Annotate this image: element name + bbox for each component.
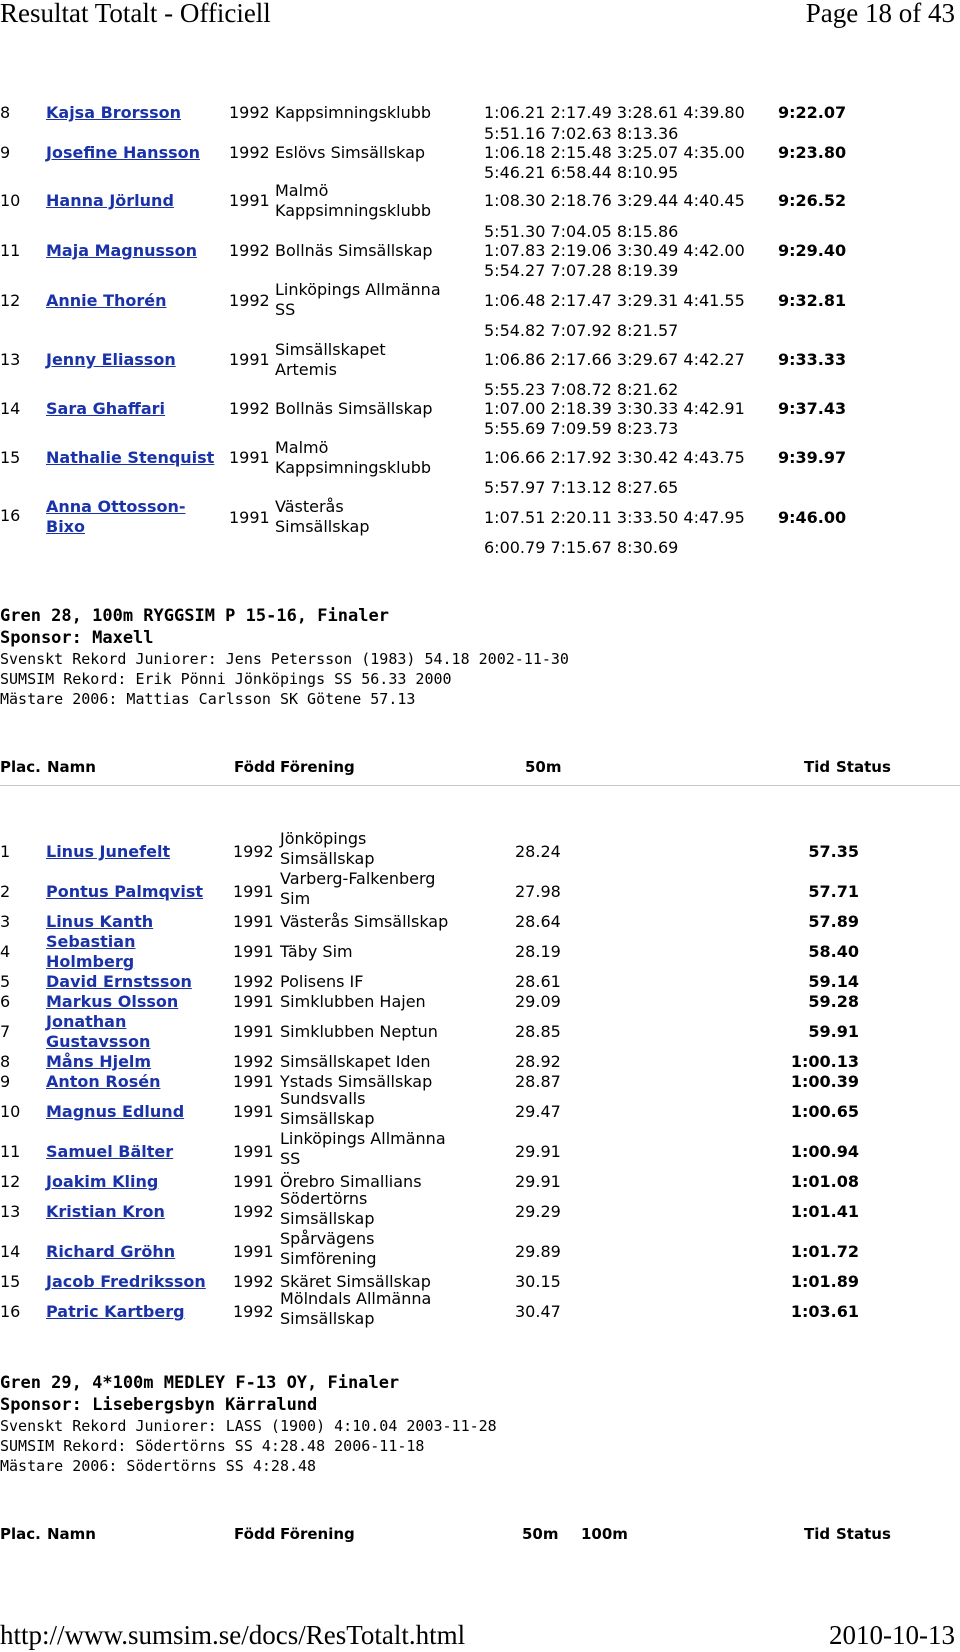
split-cell: 28.85 bbox=[515, 1022, 561, 1041]
col-header-tid: Tid bbox=[804, 758, 831, 776]
split-cell: 29.89 bbox=[515, 1242, 561, 1261]
club-cell: Simsällskap bbox=[280, 1309, 375, 1328]
final-time: 1:01.08 bbox=[790, 1172, 859, 1191]
swimmer-link[interactable]: David Ernstsson bbox=[46, 972, 192, 991]
final-time: 9:29.40 bbox=[778, 241, 847, 260]
swimmer-link[interactable]: Bixo bbox=[46, 517, 85, 536]
final-time: 59.91 bbox=[808, 1022, 859, 1041]
splits-cell: 1:06.18 2:15.48 3:25.07 4:35.00 bbox=[484, 143, 745, 162]
club-cell: Jönköpings bbox=[280, 829, 367, 848]
col-header-plac: Plac. bbox=[0, 1525, 41, 1543]
club-cell: Södertörns bbox=[280, 1189, 368, 1208]
split-cell: 28.87 bbox=[515, 1072, 561, 1091]
year-cell: 1991 bbox=[233, 1022, 274, 1041]
record-line: SUMSIM Rekord: Erik Pönni Jönköpings SS 56.33 2000 bbox=[0, 670, 452, 688]
splits-cell: 5:46.21 6:58.44 8:10.95 bbox=[484, 163, 679, 182]
year-cell: 1992 bbox=[229, 143, 270, 162]
year-cell: 1991 bbox=[233, 942, 274, 961]
club-cell: Simsällskapet bbox=[275, 340, 386, 359]
event-sponsor: Sponsor: Lisebergsbyn Kärralund bbox=[0, 1395, 318, 1415]
split-cell: 27.98 bbox=[515, 882, 561, 901]
event-title: Gren 29, 4*100m MEDLEY F-13 OY, Finaler bbox=[0, 1373, 400, 1393]
final-time: 1:00.65 bbox=[790, 1102, 859, 1121]
col-header-tid: Tid bbox=[804, 1525, 831, 1543]
club-cell: Simsällskap bbox=[280, 1209, 375, 1228]
swimmer-link[interactable]: Pontus Palmqvist bbox=[46, 882, 204, 901]
page-number: Page 18 of 43 bbox=[805, 0, 955, 28]
split-cell: 29.91 bbox=[515, 1142, 561, 1161]
club-cell: SS bbox=[275, 300, 296, 319]
club-cell: Sim bbox=[280, 889, 311, 908]
final-time: 1:01.89 bbox=[790, 1272, 859, 1291]
swimmer-link[interactable]: Måns Hjelm bbox=[46, 1052, 152, 1071]
final-time: 9:23.80 bbox=[778, 143, 847, 162]
final-time: 9:37.43 bbox=[778, 399, 847, 418]
club-cell: Kappsimningsklubb bbox=[275, 201, 432, 220]
print-date: 2010-10-13 bbox=[829, 1620, 955, 1650]
record-line: Mästare 2006: Mattias Carlsson SK Götene 57.13 bbox=[0, 690, 416, 708]
place-cell: 3 bbox=[0, 912, 11, 931]
year-cell: 1991 bbox=[233, 1172, 274, 1191]
club-cell: Sundsvalls bbox=[280, 1089, 366, 1108]
club-cell: Simklubben Hajen bbox=[280, 992, 426, 1011]
swimmer-link[interactable]: Jenny Eliasson bbox=[46, 350, 176, 369]
swimmer-link[interactable]: Magnus Edlund bbox=[46, 1102, 185, 1121]
club-cell: Linköpings Allmänna bbox=[280, 1129, 446, 1148]
club-cell: Polisens IF bbox=[280, 972, 364, 991]
col-header-50m: 50m bbox=[522, 1525, 559, 1543]
record-line: Mästare 2006: Södertörns SS 4:28.48 bbox=[0, 1457, 317, 1475]
place-cell: 10 bbox=[0, 191, 21, 210]
col-header-forening: Förening bbox=[280, 758, 355, 776]
splits-cell: 1:06.21 2:17.49 3:28.61 4:39.80 bbox=[484, 103, 745, 122]
final-time: 1:00.94 bbox=[790, 1142, 859, 1161]
col-header-100m: 100m bbox=[581, 1525, 628, 1543]
swimmer-link[interactable]: Richard Gröhn bbox=[46, 1242, 176, 1261]
club-cell: Bollnäs Simsällskap bbox=[275, 241, 433, 260]
col-header-status: Status bbox=[836, 1525, 891, 1543]
place-cell: 15 bbox=[0, 1272, 21, 1291]
place-cell: 5 bbox=[0, 972, 11, 991]
record-line: SUMSIM Rekord: Södertörns SS 4:28.48 2006-11-18 bbox=[0, 1437, 425, 1455]
swimmer-link[interactable]: Patric Kartberg bbox=[46, 1302, 185, 1321]
year-cell: 1992 bbox=[233, 972, 274, 991]
place-cell: 7 bbox=[0, 1022, 11, 1041]
place-cell: 12 bbox=[0, 291, 21, 310]
club-cell: Örebro Simallians bbox=[280, 1172, 422, 1191]
record-line: Svenskt Rekord Juniorer: LASS (1900) 4:10.04 2003-11-28 bbox=[0, 1417, 497, 1435]
club-cell: Ystads Simsällskap bbox=[280, 1072, 433, 1091]
col-header-namn: Namn bbox=[47, 758, 96, 776]
header-divider bbox=[0, 785, 960, 786]
club-cell: Artemis bbox=[275, 360, 338, 379]
splits-cell: 6:00.79 7:15.67 8:30.69 bbox=[484, 538, 679, 557]
swimmer-link[interactable]: Anton Rosén bbox=[46, 1072, 161, 1091]
split-cell: 29.09 bbox=[515, 992, 561, 1011]
swimmer-link[interactable]: Joakim Kling bbox=[46, 1172, 159, 1191]
splits-cell: 5:54.27 7:07.28 8:19.39 bbox=[484, 261, 679, 280]
club-cell: Simsällskap bbox=[280, 849, 375, 868]
year-cell: 1991 bbox=[233, 1072, 274, 1091]
col-header-status: Status bbox=[836, 758, 891, 776]
club-cell: Eslövs Simsällskap bbox=[275, 143, 426, 162]
splits-cell: 1:06.86 2:17.66 3:29.67 4:42.27 bbox=[484, 350, 745, 369]
swimmer-link[interactable]: Gustavsson bbox=[46, 1032, 151, 1051]
place-cell: 9 bbox=[0, 143, 11, 162]
year-cell: 1991 bbox=[233, 882, 274, 901]
place-cell: 6 bbox=[0, 992, 11, 1011]
splits-cell: 5:57.97 7:13.12 8:27.65 bbox=[484, 478, 679, 497]
split-cell: 29.29 bbox=[515, 1202, 561, 1221]
splits-cell: 1:08.30 2:18.76 3:29.44 4:40.45 bbox=[484, 191, 745, 210]
final-time: 59.28 bbox=[808, 992, 859, 1011]
splits-cell: 5:51.30 7:04.05 8:15.86 bbox=[484, 222, 679, 241]
swimmer-link[interactable]: Markus Olsson bbox=[46, 992, 179, 1011]
club-cell: Mölndals Allmänna bbox=[280, 1289, 432, 1308]
year-cell: 1991 bbox=[233, 1142, 274, 1161]
year-cell: 1991 bbox=[233, 1242, 274, 1261]
year-cell: 1992 bbox=[229, 291, 270, 310]
swimmer-link[interactable]: Jonathan bbox=[46, 1012, 127, 1031]
col-header-plac: Plac. bbox=[0, 758, 41, 776]
place-cell: 12 bbox=[0, 1172, 21, 1191]
year-cell: 1991 bbox=[229, 508, 270, 527]
col-header-namn: Namn bbox=[47, 1525, 96, 1543]
swimmer-link[interactable]: Hanna Jörlund bbox=[46, 191, 174, 210]
year-cell: 1992 bbox=[233, 842, 274, 861]
club-cell: Skäret Simsällskap bbox=[280, 1272, 431, 1291]
final-time: 57.35 bbox=[808, 842, 859, 861]
splits-cell: 1:07.83 2:19.06 3:30.49 4:42.00 bbox=[484, 241, 745, 260]
place-cell: 15 bbox=[0, 448, 21, 467]
year-cell: 1991 bbox=[233, 912, 274, 931]
club-cell: Varberg-Falkenberg bbox=[280, 869, 436, 888]
place-cell: 10 bbox=[0, 1102, 21, 1121]
split-cell: 28.64 bbox=[515, 912, 561, 931]
final-time: 59.14 bbox=[808, 972, 859, 991]
record-line: Svenskt Rekord Juniorer: Jens Petersson (1983) 54.18 2002-11-30 bbox=[0, 650, 569, 668]
club-cell: Simförening bbox=[280, 1249, 377, 1268]
year-cell: 1992 bbox=[229, 399, 270, 418]
final-time: 1:00.13 bbox=[790, 1052, 859, 1071]
final-time: 9:22.07 bbox=[778, 103, 847, 122]
place-cell: 13 bbox=[0, 1202, 21, 1221]
place-cell: 16 bbox=[0, 1302, 21, 1321]
final-time: 9:39.97 bbox=[778, 448, 847, 467]
swimmer-link[interactable]: Nathalie Stenquist bbox=[46, 448, 215, 467]
place-cell: 2 bbox=[0, 882, 11, 901]
swimmer-link[interactable]: Holmberg bbox=[46, 952, 135, 971]
source-url: http://www.sumsim.se/docs/ResTotalt.html bbox=[0, 1620, 466, 1650]
year-cell: 1992 bbox=[233, 1302, 274, 1321]
final-time: 9:46.00 bbox=[778, 508, 847, 527]
splits-cell: 1:07.00 2:18.39 3:30.33 4:42.91 bbox=[484, 399, 745, 418]
place-cell: 16 bbox=[0, 506, 21, 525]
final-time: 58.40 bbox=[808, 942, 859, 961]
final-time: 9:33.33 bbox=[778, 350, 847, 369]
club-cell: SS bbox=[280, 1149, 301, 1168]
place-cell: 8 bbox=[0, 1052, 11, 1071]
splits-cell: 1:06.48 2:17.47 3:29.31 4:41.55 bbox=[484, 291, 745, 310]
year-cell: 1992 bbox=[233, 1272, 274, 1291]
place-cell: 9 bbox=[0, 1072, 11, 1091]
club-cell: Täby Sim bbox=[280, 942, 353, 961]
swimmer-link[interactable]: Sebastian bbox=[46, 932, 136, 951]
splits-cell: 5:55.23 7:08.72 8:21.62 bbox=[484, 380, 679, 399]
year-cell: 1991 bbox=[229, 350, 270, 369]
splits-cell: 5:55.69 7:09.59 8:23.73 bbox=[484, 419, 679, 438]
swimmer-link[interactable]: Linus Junefelt bbox=[46, 842, 171, 861]
split-cell: 28.61 bbox=[515, 972, 561, 991]
swimmer-link[interactable]: Annie Thorén bbox=[46, 291, 167, 310]
swimmer-link[interactable]: Sara Ghaffari bbox=[46, 399, 166, 418]
final-time: 1:00.39 bbox=[790, 1072, 859, 1091]
club-cell: Kappsimningsklubb bbox=[275, 458, 432, 477]
split-cell: 30.47 bbox=[515, 1302, 561, 1321]
club-cell: Linköpings Allmänna bbox=[275, 280, 441, 299]
club-cell: Malmö bbox=[275, 438, 329, 457]
split-cell: 28.24 bbox=[515, 842, 561, 861]
splits-cell: 1:06.66 2:17.92 3:30.42 4:43.75 bbox=[484, 448, 745, 467]
club-cell: Simsällskap bbox=[280, 1109, 375, 1128]
year-cell: 1991 bbox=[233, 992, 274, 1011]
place-cell: 4 bbox=[0, 942, 11, 961]
splits-cell: 5:51.16 7:02.63 8:13.36 bbox=[484, 124, 679, 143]
club-cell: Simsällskap bbox=[275, 517, 370, 536]
club-cell: Västerås Simsällskap bbox=[280, 912, 449, 931]
swimmer-link[interactable]: Josefine Hansson bbox=[46, 143, 200, 162]
club-cell: Västerås bbox=[275, 497, 344, 516]
col-header-forening: Förening bbox=[280, 1525, 355, 1543]
split-cell: 30.15 bbox=[515, 1272, 561, 1291]
split-cell: 28.19 bbox=[515, 942, 561, 961]
final-time: 9:32.81 bbox=[778, 291, 847, 310]
year-cell: 1991 bbox=[229, 448, 270, 467]
club-cell: Spårvägens bbox=[280, 1229, 375, 1248]
final-time: 1:01.41 bbox=[790, 1202, 859, 1221]
split-cell: 28.92 bbox=[515, 1052, 561, 1071]
splits-cell: 5:54.82 7:07.92 8:21.57 bbox=[484, 321, 679, 340]
swimmer-link[interactable]: Kajsa Brorsson bbox=[46, 103, 181, 122]
club-cell: Kappsimningsklubb bbox=[275, 103, 432, 122]
split-cell: 29.47 bbox=[515, 1102, 561, 1121]
event-title: Gren 28, 100m RYGGSIM P 15-16, Finaler bbox=[0, 606, 389, 626]
final-time: 57.71 bbox=[808, 882, 859, 901]
swimmer-link[interactable]: Anna Ottosson- bbox=[46, 497, 186, 516]
split-cell: 29.91 bbox=[515, 1172, 561, 1191]
club-cell: Bollnäs Simsällskap bbox=[275, 399, 433, 418]
club-cell: Simsällskapet Iden bbox=[280, 1052, 431, 1071]
final-time: 57.89 bbox=[808, 912, 859, 931]
club-cell: Malmö bbox=[275, 181, 329, 200]
club-cell: Simklubben Neptun bbox=[280, 1022, 438, 1041]
place-cell: 11 bbox=[0, 241, 21, 260]
col-header-fodd: Född bbox=[234, 758, 276, 776]
splits-cell: 1:07.51 2:20.11 3:33.50 4:47.95 bbox=[484, 508, 745, 527]
year-cell: 1992 bbox=[233, 1202, 274, 1221]
col-header-50m: 50m bbox=[525, 758, 562, 776]
year-cell: 1992 bbox=[229, 241, 270, 260]
col-header-fodd: Född bbox=[234, 1525, 276, 1543]
place-cell: 1 bbox=[0, 842, 11, 861]
place-cell: 13 bbox=[0, 350, 21, 369]
year-cell: 1992 bbox=[229, 103, 270, 122]
place-cell: 14 bbox=[0, 399, 21, 418]
event-sponsor: Sponsor: Maxell bbox=[0, 628, 154, 648]
swimmer-link[interactable]: Jacob Fredriksson bbox=[46, 1272, 206, 1291]
year-cell: 1991 bbox=[233, 1102, 274, 1121]
swimmer-link[interactable]: Samuel Bälter bbox=[46, 1142, 174, 1161]
final-time: 1:01.72 bbox=[790, 1242, 859, 1261]
place-cell: 11 bbox=[0, 1142, 21, 1161]
final-time: 9:26.52 bbox=[778, 191, 847, 210]
swimmer-link[interactable]: Kristian Kron bbox=[46, 1202, 165, 1221]
year-cell: 1992 bbox=[233, 1052, 274, 1071]
swimmer-link[interactable]: Maja Magnusson bbox=[46, 241, 197, 260]
final-time: 1:03.61 bbox=[790, 1302, 859, 1321]
swimmer-link[interactable]: Linus Kanth bbox=[46, 912, 154, 931]
year-cell: 1991 bbox=[229, 191, 270, 210]
place-cell: 14 bbox=[0, 1242, 21, 1261]
document-title: Resultat Totalt - Officiell bbox=[0, 0, 271, 28]
place-cell: 8 bbox=[0, 103, 11, 122]
